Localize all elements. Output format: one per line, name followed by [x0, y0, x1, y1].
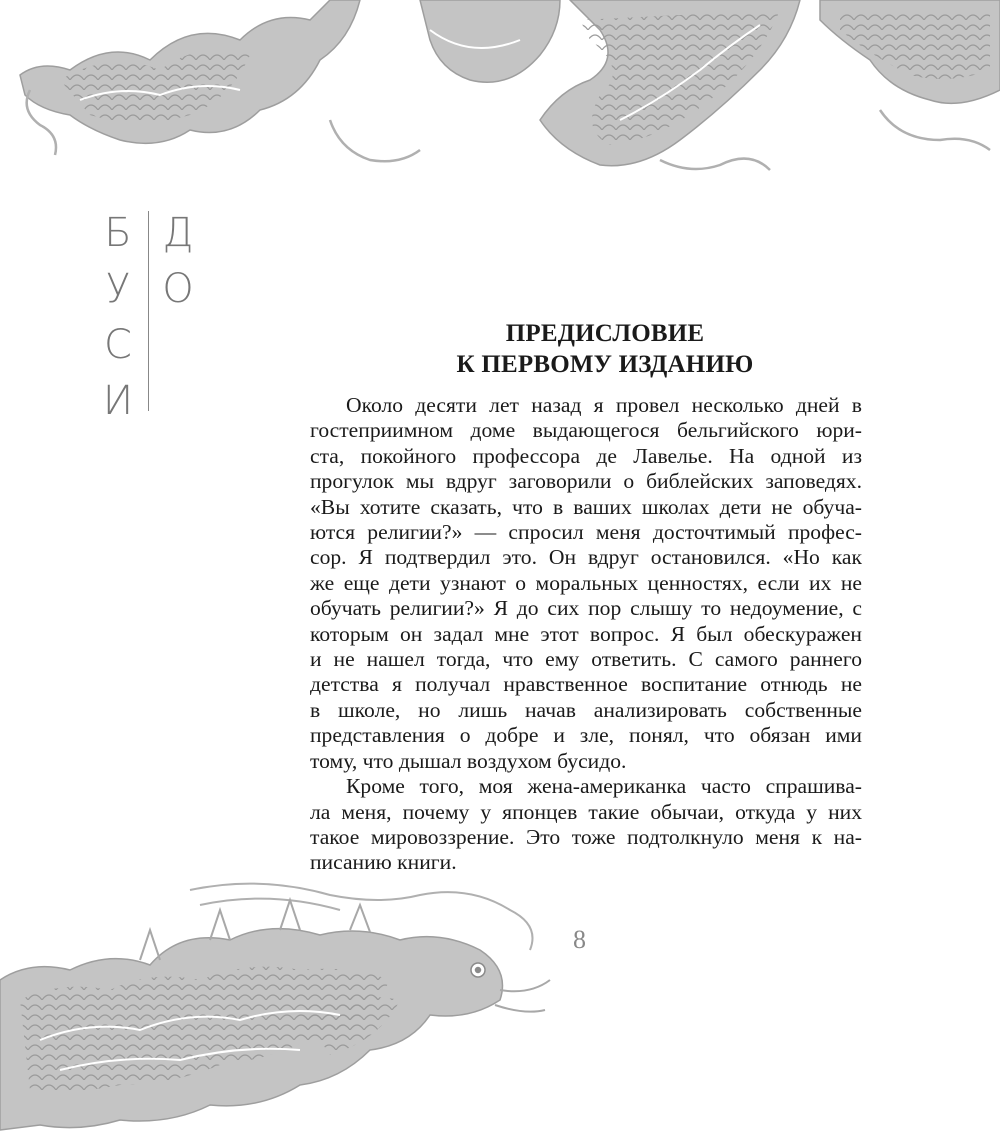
- paragraph-1: [310, 393, 862, 774]
- text-line: которым он задал мне этот вопрос. Я был обескуражен: [310, 621, 862, 646]
- text-line: Кроме того, моя жена-американка часто спрашива-: [346, 774, 862, 799]
- title-divider: [148, 211, 149, 411]
- text-line: такое мировоззрение. Это тоже подтолкнуло меня к на-: [310, 824, 862, 849]
- text-line: представления о добре и зле, понял, что обязан ими: [310, 723, 862, 748]
- title-letter: У: [105, 266, 131, 312]
- text-line: в школе, но лишь начав анализировать собственные: [310, 697, 862, 722]
- title-letter: О: [162, 266, 194, 312]
- chapter-heading: [440, 318, 770, 380]
- text-line: обучать религии?» Я до сих пор слышу то недоумение, с: [310, 596, 862, 621]
- title-letter: Б: [104, 210, 132, 256]
- bottom-dragon-ornament: [0, 870, 560, 1138]
- top-dragon-ornament: [0, 0, 1000, 200]
- paragraph-2: [310, 774, 862, 876]
- title-letter: С: [104, 322, 132, 368]
- text-line: прогулок мы вдруг заговорили о библейских заповедях.: [310, 469, 862, 494]
- text-line: и не нашел тогда, что ему ответить. С самого раннего: [310, 647, 862, 672]
- text-line: ла меня, почему у японцев такие обычаи, откуда у них: [310, 799, 862, 824]
- heading-line-2: К ПЕРВОМУ ИЗДАНИЮ: [456, 351, 754, 378]
- title-letter: Д: [162, 210, 194, 256]
- title-letter: И: [102, 378, 134, 424]
- page-number: 8: [573, 925, 586, 954]
- text-line: же еще дети узнают о моральных ценностях, если их не: [310, 570, 862, 595]
- body-text: [310, 393, 862, 876]
- text-line: писанию книги.: [310, 850, 457, 875]
- title-word-do: [160, 205, 196, 317]
- title-word-bushi: [100, 205, 136, 429]
- text-line: сор. Я подтвердил это. Он вдруг остановился. «Но как: [310, 545, 862, 570]
- text-line: «Вы хотите сказать, что в ваших школах дети не обуча-: [310, 494, 862, 519]
- text-line: тому, что дышал воздухом бусидо.: [310, 748, 627, 773]
- text-line: ста, покойного профессора де Лавелье. На одной из: [310, 443, 862, 468]
- text-line: гостеприимном доме выдающегося бельгийского юри-: [310, 418, 862, 443]
- heading-line-1: ПРЕДИСЛОВИЕ: [505, 320, 705, 347]
- text-line: ются религии?» — спросил меня досточтимый профес-: [310, 520, 862, 545]
- vertical-book-title: [100, 205, 210, 424]
- text-line: детства я получал нравственное воспитание отнюдь не: [310, 672, 862, 697]
- text-line: Около десяти лет назад я провел несколько дней в: [346, 393, 862, 417]
